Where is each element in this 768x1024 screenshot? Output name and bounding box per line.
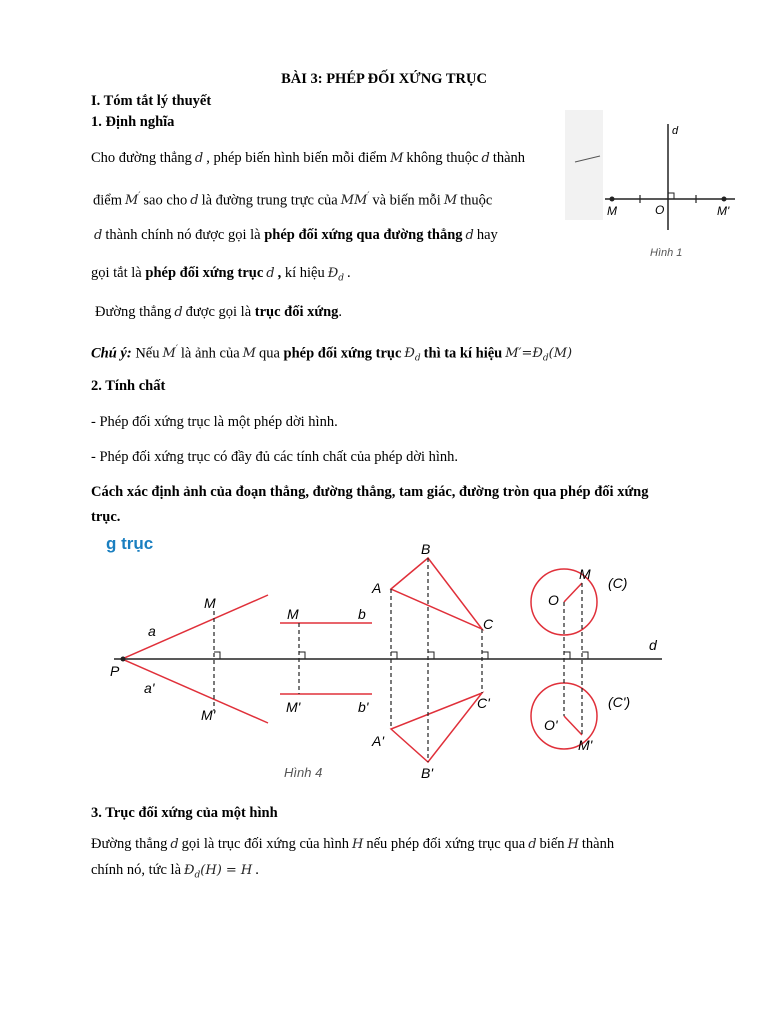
howto-heading: Cách xác định ảnh của đoạn thẳng, đường thẳng, tam giác, đường tròn qua phép đối xứng	[91, 484, 649, 500]
definition-line-3: d thành chính nó được gọi là phép đối xứng qua đường thẳng d hay	[94, 227, 498, 243]
axis-line-1: Đường thẳng d gọi là trục đối xứng của hình H nếu phép đối xứng trục qua d biến H thành	[91, 836, 615, 852]
fig4-label-M3: M	[579, 566, 591, 582]
fig4-label-M1: M	[204, 595, 216, 611]
fig4-label-a: a	[148, 623, 156, 639]
fig4-label-P: P	[110, 663, 120, 679]
fig4-label-b: b	[358, 606, 366, 622]
fig4-label-M2: M	[287, 606, 299, 622]
definition-line-2: điểm M′ sao cho d là đường trung trực của MM′ và biến mỗi M thuộc	[93, 192, 493, 209]
page-title: BÀI 3: PHÉP ĐỐI XỨNG TRỤC	[281, 71, 487, 87]
axis-line-2: chính nó, tức là $Đ_d(H) = H$ .	[91, 862, 259, 881]
fig4-label-d: d	[649, 637, 657, 653]
fig1-caption: Hình 1	[650, 247, 683, 259]
fig4-label-C: C	[483, 616, 494, 632]
definition-line-5: Đường thẳng d được gọi là trục đối xứng.	[95, 304, 343, 320]
fig4-label-ap: a'	[144, 680, 155, 696]
subsection-properties: 2. Tính chất	[91, 378, 166, 394]
fig4-label-Cp: C'	[477, 695, 490, 711]
figure-4	[100, 533, 670, 783]
fig4-label-C1: (C)	[608, 575, 628, 591]
property-2: - Phép đối xứng trục có đầy đủ các tính chất của phép dời hình.	[91, 449, 459, 465]
howto-heading-cont: trục.	[91, 509, 121, 525]
fig4-label-O: O	[548, 592, 559, 608]
subsection-definition: 1. Định nghĩa	[91, 114, 175, 130]
fig1-label-Mp: M'	[717, 204, 730, 218]
fig4-label-A: A	[372, 580, 382, 596]
fig4-label-C2: (C')	[608, 694, 631, 710]
note-line: Chú ý: Nếu M′ là ảnh của M qua phép đối xứng trục $Đ_d$ thì ta kí hiệu $M'=Đ_d(M)$	[91, 345, 573, 364]
section-heading-theory: I. Tóm tắt lý thuyết	[91, 93, 212, 109]
fig4-label-Mp1: M'	[201, 707, 216, 723]
fig1-label-d: d	[672, 125, 679, 137]
fig4-label-Ap: A'	[372, 733, 385, 749]
property-1: - Phép đối xứng trục là một phép dời hình.	[91, 414, 338, 430]
fig4-caption: Hình 4	[284, 765, 323, 780]
fig4-label-Op: O'	[544, 717, 558, 733]
fig4-label-Mp2: M'	[286, 699, 301, 715]
definition-line-1: Cho đường thẳng d , phép biến hình biến mỗi điểm M không thuộc d thành	[91, 150, 526, 166]
fig4-label-bp: b'	[358, 699, 369, 715]
fig4-label-Mp3: M'	[578, 737, 593, 753]
fig4-label-B: B	[421, 541, 431, 557]
figure-1	[565, 110, 755, 260]
fig1-label-M: M	[607, 204, 617, 218]
fig1-label-O: O	[655, 203, 665, 217]
fig4-header: g trục	[106, 534, 154, 553]
subsection-axis: 3. Trục đối xứng của một hình	[91, 805, 278, 821]
definition-line-4: gọi tắt là phép đối xứng trục d , kí hiệu $Đ_d$ .	[91, 265, 351, 284]
fig4-label-Bp: B'	[421, 765, 434, 781]
